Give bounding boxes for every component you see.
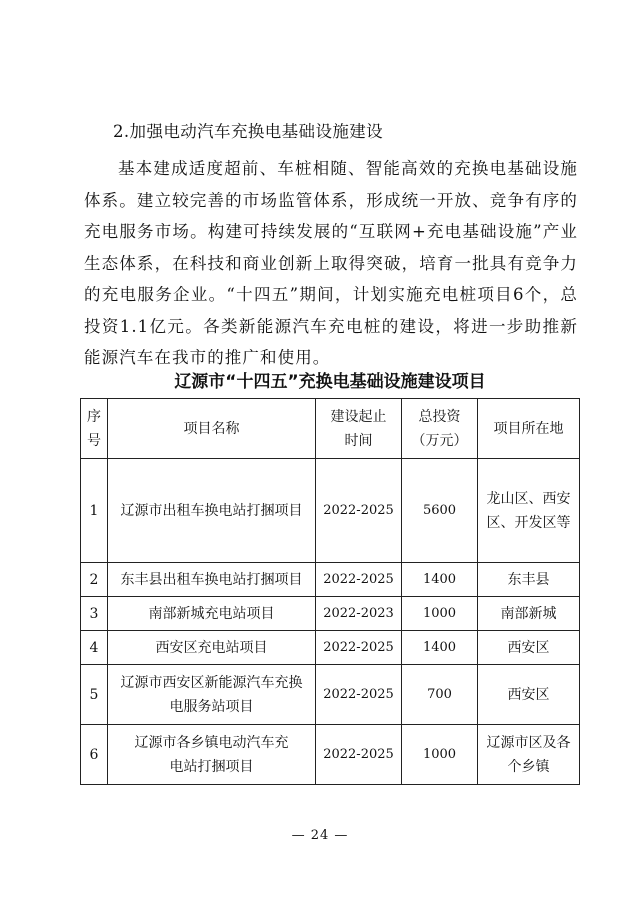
row-location: 西安区 — [478, 665, 580, 725]
row-index: 5 — [81, 665, 108, 725]
row-period: 2022-2025 — [316, 631, 402, 665]
row-index: 6 — [81, 725, 108, 785]
row-investment: 700 — [402, 665, 478, 725]
row-name: 辽源市各乡镇电动汽车充电站打捆项目 — [108, 725, 316, 785]
row-index: 3 — [81, 597, 108, 631]
header-location: 项目所在地 — [478, 399, 580, 459]
row-index: 4 — [81, 631, 108, 665]
row-name: 辽源市出租车换电站打捆项目 — [108, 459, 316, 563]
row-index: 2 — [81, 563, 108, 597]
row-investment: 1000 — [402, 725, 478, 785]
row-period: 2022-2025 — [316, 725, 402, 785]
row-period: 2022-2023 — [316, 597, 402, 631]
row-period: 2022-2025 — [316, 563, 402, 597]
row-investment: 1000 — [402, 597, 478, 631]
section-heading: 2.加强电动汽车充换电基础设施建设 — [113, 122, 384, 141]
row-location: 南部新城 — [478, 597, 580, 631]
row-period: 2022-2025 — [316, 459, 402, 563]
table-row — [81, 563, 580, 597]
table-row — [81, 597, 580, 631]
projects-table — [80, 398, 580, 785]
header-period: 建设起止时间 — [316, 399, 402, 459]
row-name: 辽源市西安区新能源汽车充换电服务站项目 — [108, 665, 316, 725]
row-location: 辽源市区及各个乡镇 — [478, 725, 580, 785]
table-header-row — [81, 399, 580, 459]
row-location: 东丰县 — [478, 563, 580, 597]
row-name: 南部新城充电站项目 — [108, 597, 316, 631]
section-paragraph: 基本建成适度超前、车桩相随、智能高效的充换电基础设施体系。建立较完善的市场监管体系，形成统一开放、竞争有序的充电服务市场。构建可持续发展的“互联网+充电基础设施”产业生态体系，在科技和商业创新上取得突破，培育一批具有竞争力的充电服务企业。“十四五”期间，计划实施充电桩项目6个，总投资1.1亿元。各类新能源汽车充电桩的建设，将进一步助推新能源汽车在我市的推广和使用。 — [84, 159, 578, 367]
row-index: 1 — [81, 459, 108, 563]
header-investment: 总投资（万元） — [402, 399, 478, 459]
row-name: 西安区充电站项目 — [108, 631, 316, 665]
page-number: — 24 — — [291, 828, 349, 843]
table-row — [81, 459, 580, 563]
row-location: 西安区 — [478, 631, 580, 665]
row-name: 东丰县出租车换电站打捆项目 — [108, 563, 316, 597]
header-name: 项目名称 — [108, 399, 316, 459]
table-row — [81, 631, 580, 665]
row-investment: 1400 — [402, 563, 478, 597]
table-title: 辽源市“十四五”充换电基础设施建设项目 — [174, 372, 486, 392]
row-investment: 1400 — [402, 631, 478, 665]
table-row — [81, 665, 580, 725]
table-row — [81, 725, 580, 785]
row-location: 龙山区、西安区、开发区等 — [478, 459, 580, 563]
row-period: 2022-2025 — [316, 665, 402, 725]
header-index: 序号 — [81, 399, 108, 459]
row-investment: 5600 — [402, 459, 478, 563]
